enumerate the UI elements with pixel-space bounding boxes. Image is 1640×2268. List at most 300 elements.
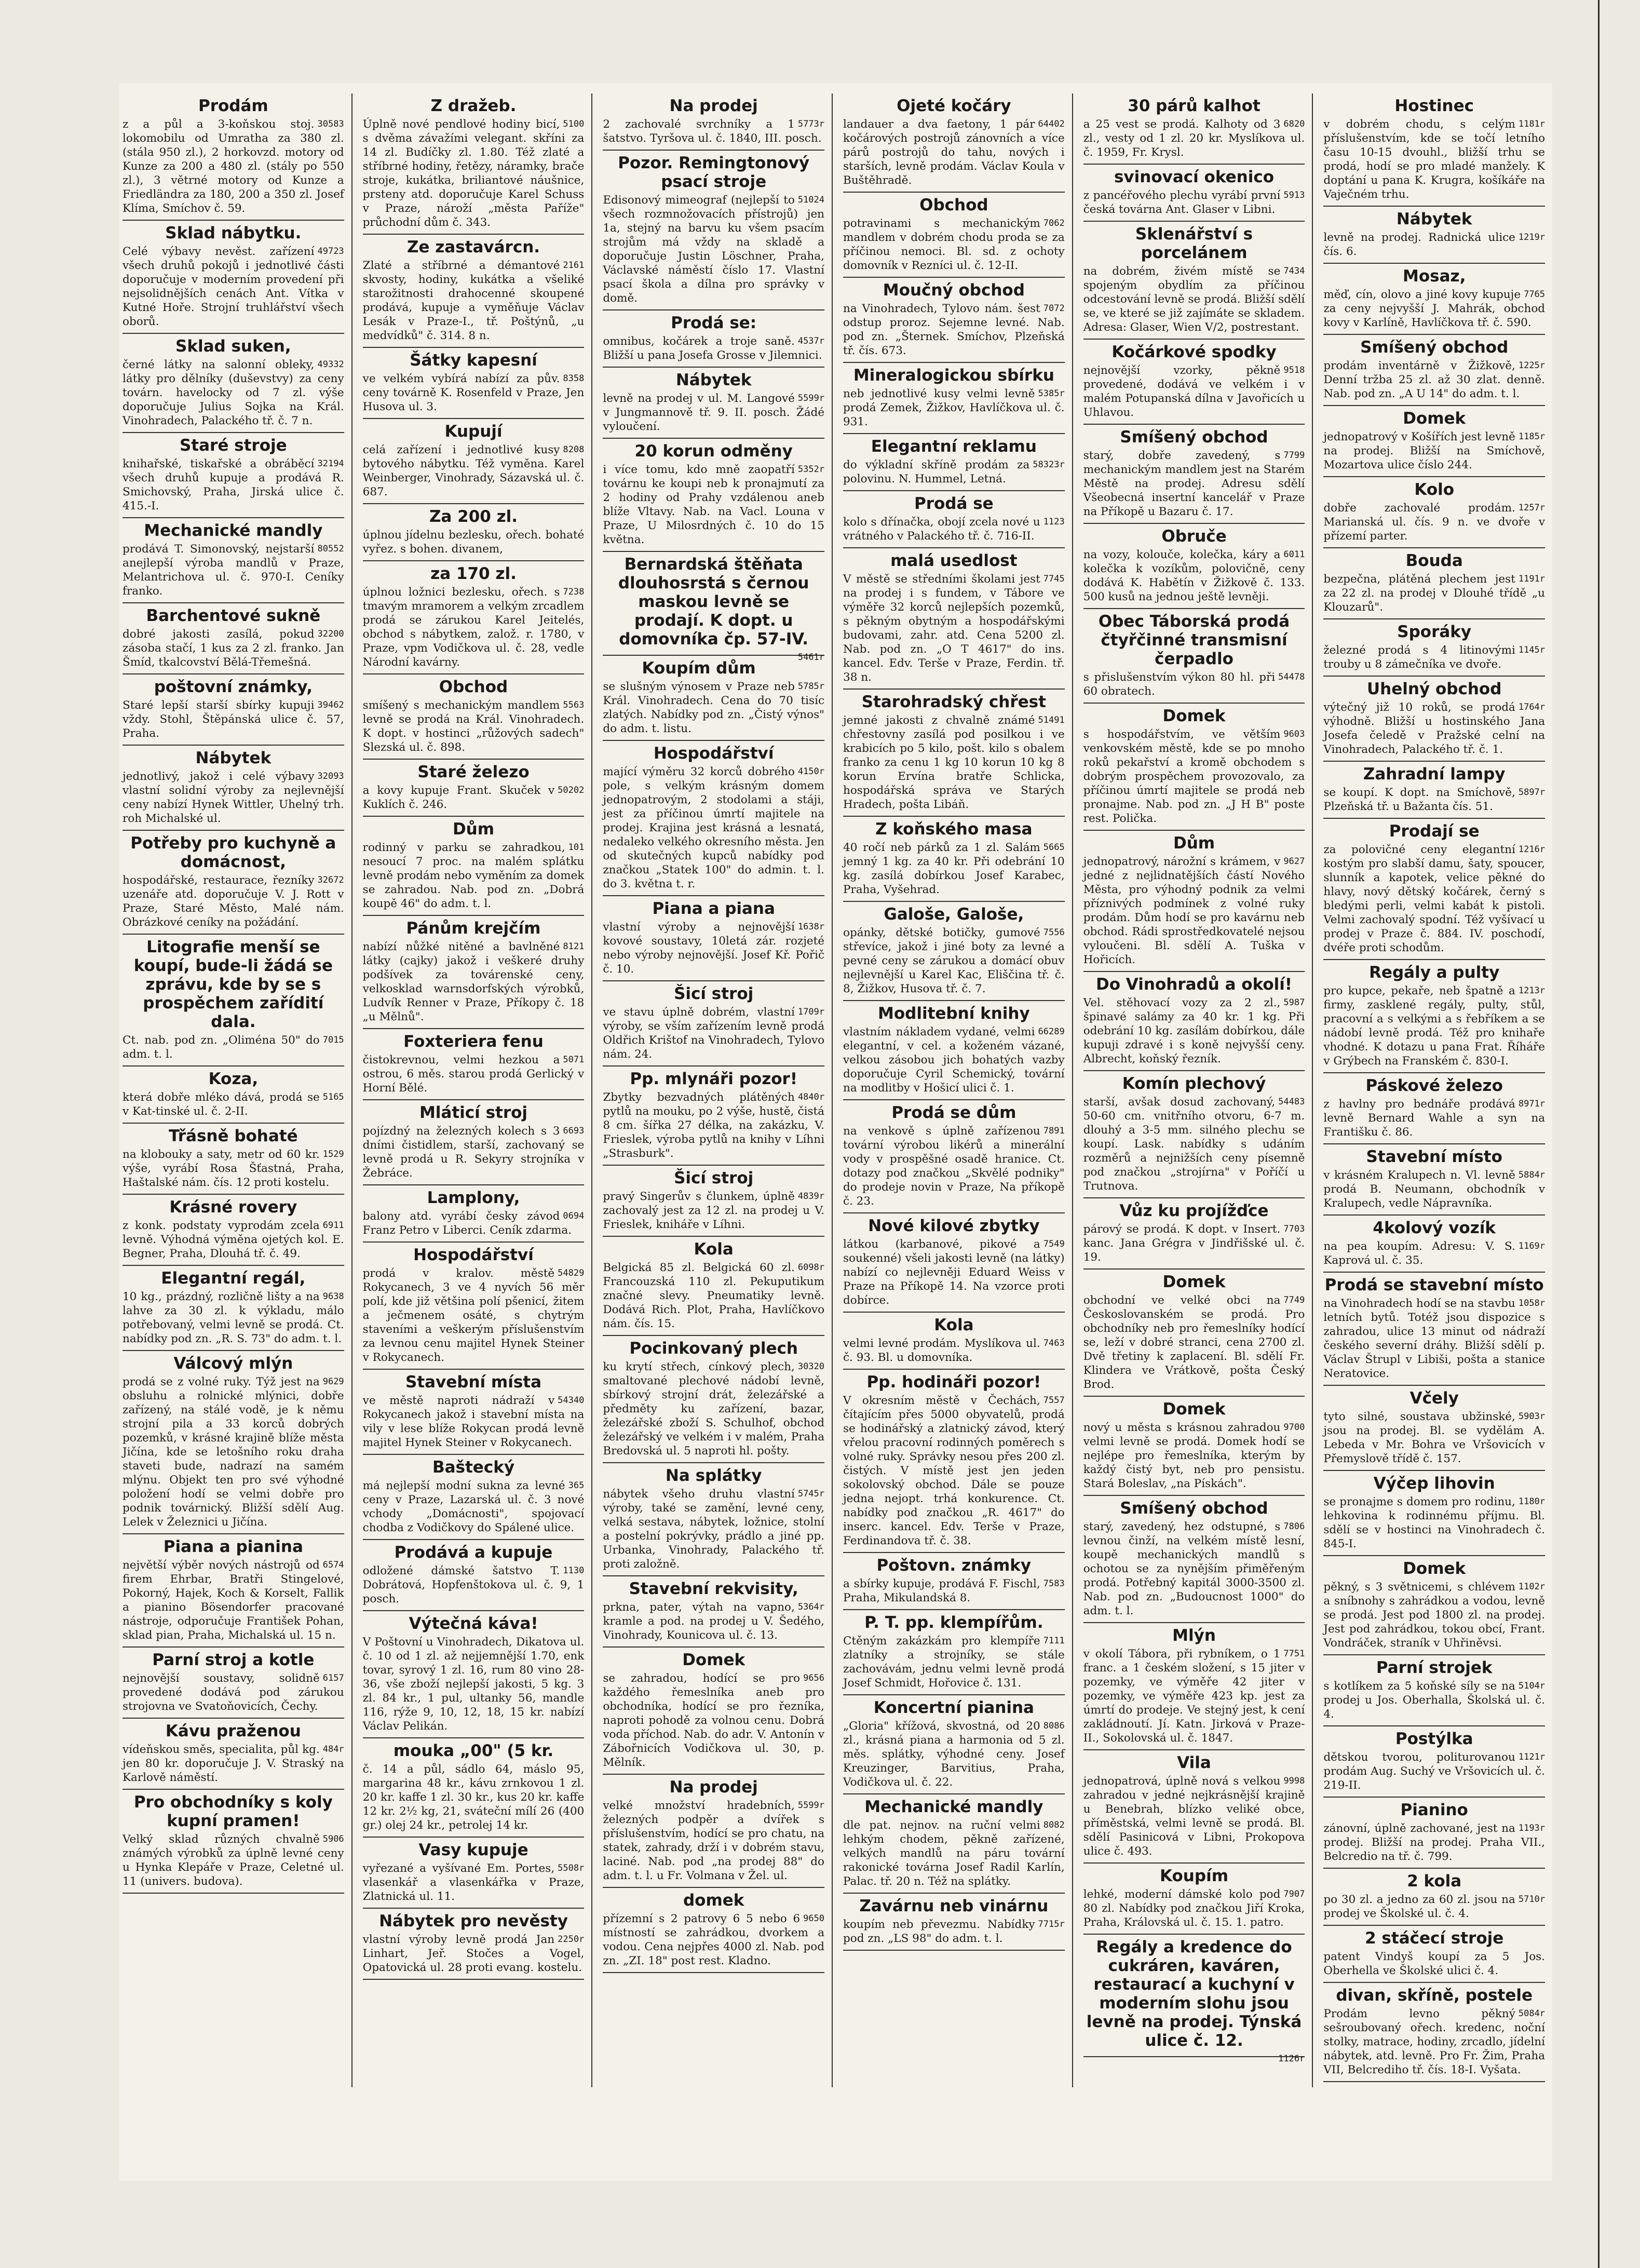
ad-heading: Válcový mlýn (173, 1354, 293, 1373)
ad-text: na Vinohradech hodí se na stavbu letních bytů. Totéž jsou dispozice s zahradou, ulice 13 minut od nádraží českého severní dráhy. Bližší sdělí p. Václav Štrupl v Libiši, pošta a stanice Neratovice. (1323, 1297, 1546, 1380)
ad-text: na klobouky a saty, metr od 60 kr. výše, vyrábí Rosa Šťastná, Praha, Haštalské nám. čís. 12 proti kostelu. (123, 1148, 344, 1189)
classified-ad (1083, 340, 1305, 425)
ad-heading: Staré stroje (179, 436, 287, 455)
ad-heading: poštovní známky, (154, 678, 313, 696)
ad-reference-number: 7907 (1283, 1889, 1305, 1899)
ad-text: celá zařízení i jednotlivé kusy bytového nábytku. Též vyměna. Karel Weinberger, Vinohrady, Sázavská ul. č. 687. (362, 443, 585, 498)
ad-text: a 25 vest se prodá. Kalhoty od 3 zl., vesty od 1 zl. 20 kr. Myslíkova ul. č. 1959, Fr. Krysl. (1083, 118, 1305, 159)
ad-body (1083, 1520, 1305, 1618)
ad-body (1323, 117, 1545, 201)
ad-body (843, 387, 1065, 429)
ad-heading: za 170 zl. (430, 564, 517, 583)
ad-body (123, 1033, 344, 1061)
ad-heading: Ojeté kočáry (897, 97, 1011, 115)
classified-ad (843, 491, 1065, 548)
ad-text: Velký sklad různých chvalně známých výrobků za úplně levné ceny u Hynka Klepáře v Praze, Celetné ul. 11 (univers. budova). (123, 1833, 344, 1888)
ad-reference-number: 9700 (1283, 1422, 1305, 1433)
ad-reference-number: 1126r (1278, 2054, 1305, 2064)
classified-ad (843, 1370, 1065, 1553)
ad-body (123, 698, 344, 740)
ad-heading: Obruče (1161, 527, 1227, 546)
ad-text: měď, cín, olovo a jiné kovy kupuje za ceny nejvyšší J. Mahrák, obchod kovy v Karlíně, Havlíčkova tř. č. 590. (1323, 288, 1546, 329)
ad-heading: Lamplony, (427, 1189, 520, 1207)
ad-reference-number: 1213r (1518, 986, 1546, 996)
ad-text: dobře zachovalé prodám. Marianská ul. čís. 9 n. ve dvoře v přízemí parter. (1323, 502, 1546, 543)
ad-body (1083, 727, 1305, 826)
ad-text: jemné jakosti z chvalně známé chřestovny zasílá pod posilkou i ve krabicích po 5 kilo, pošt. kilo s obalem franko za cenu 1 kg 10 korun 10 kg 8 korun Ervína bratře Schlicka, hospodářská správa ve Starých Hradech, pošta Libáň. (843, 714, 1065, 811)
ad-heading: Pp. hodináři pozor! (866, 1373, 1041, 1392)
ad-heading: Elegantní reklamu (871, 437, 1037, 456)
ad-text: Ctěným zakázkám pro klempíře zlatníky a strojníky, se stále zachovávám, jednu velmi levně prodá Josef Schmidt, Hořovice č. 131. (843, 1635, 1065, 1690)
ad-text: vlastním nákladem vydané, velmi elegantní, v cel. a koženém vázané, velkou zásobou jich bohatých vazby doporučuje Cyril Schemický, tovární na modlitby v Hošicí ulici č. 1. (843, 1025, 1065, 1095)
classified-ad (1323, 207, 1545, 264)
ad-reference-number: 365 (568, 1480, 585, 1491)
classified-ad (603, 896, 824, 981)
classified-ad (603, 1166, 824, 1237)
ad-body (603, 1487, 824, 1571)
ad-body (843, 1634, 1065, 1690)
ad-text: látkou (karbanové, pikové a soukenné) všeli jakosti levně (na látky) nabízí co nejlevněji Eduard Weiss v Praze na Příkopě 14. Na vzorce proti dobírce. (843, 1238, 1065, 1307)
ad-text: Zlaté a stříbrné a démantové skvosty, hodiny, kukátka a všeliké starožitnosti drahocenné skoupené prodává, kupuje a vyměňuje Václav Lesák v Praze-I., tř. Poštýnů, „u medvídků" č. 314. 8 n. (362, 259, 585, 342)
ad-body (363, 698, 585, 754)
ad-body (363, 1209, 585, 1237)
column-1 (119, 93, 353, 2087)
ad-text: hospodářské, restaurace, řezníky uzenáře atd. doporučuje V. J. Rott v Praze, Staré Město, Malé nám. Obrázkové ceníky na požádání. (123, 874, 344, 929)
classified-ad (603, 656, 824, 741)
ad-text: prodá se z volné ruky. Týž jest na obsluhu a rolnické mlýnici, dobře zařízený, na stálé vodě, je k němu strojní pila a 33 korců dobrých pozemků, v krásné krajině blíže města Jičína, kde se letošního roku draha staveti bude, nadrazí na samém mlýnu. Objekt ten pro své výhodné položení hodí se velmi dobře pro podnik továrnický. Bližší sdělí Aug. Lelek v Železnici u Jičína. (123, 1375, 344, 1529)
ad-text: v dobrém chodu, s celým příslušenstvím, kde se točí letního času 10-15 dvouhl., bližší trhu se prodá, hodí se pro mladé manžely. K doptání u pana K. Krugra, košíkáře na Vaječném trhu. (1323, 118, 1546, 201)
ad-text: má nejlepší modní sukna za levné ceny v Praze, Lazarská ul. č. 3 nové vchody „Domácnosti", spojovací chodba z Vodičkovy do Spálené ulice. (362, 1479, 585, 1534)
ad-reference-number: 9998 (1283, 1776, 1305, 1786)
ad-heading: Nábytek (1396, 210, 1472, 228)
ad-reference-number: 7745 (1043, 574, 1065, 584)
classified-ad (603, 1336, 824, 1463)
ad-heading: Koza, (208, 1070, 259, 1088)
ad-body (1083, 670, 1305, 698)
ad-body (363, 259, 585, 343)
ad-body (603, 680, 824, 736)
ad-body (363, 1266, 585, 1365)
ad-heading: Moučný obchod (883, 281, 1025, 300)
ad-body (603, 1799, 824, 1883)
ad-body (843, 713, 1065, 812)
ad-body (603, 117, 824, 145)
ad-text: ve městě naproti nádraží v Rokycanech jakož i stavební místa na vily v lese blíže Rokycan prodá levně majitel Hynek Steiner v Rokycanech. (362, 1394, 585, 1449)
ad-reference-number: 80552 (317, 544, 344, 554)
ad-heading: Nábytek (195, 749, 272, 767)
classified-ad (1323, 335, 1545, 406)
classified-ad (123, 1648, 344, 1719)
classified-ad (123, 518, 344, 603)
ad-text: s kotlíkem za 5 koňské síly se na prodej u Jos. Oberhalla, Školská ul. č. 4. (1323, 1680, 1546, 1721)
ad-body (843, 117, 1065, 187)
classified-ad (1323, 548, 1545, 619)
ad-heading: Vasy kupuje (418, 1841, 528, 1859)
ad-text: Belgická 85 zl. Belgická 60 zl. Francouzská 110 zl. Pekuputikum značné slevy. Pneumatiky levně. Dodává Rich. Plot, Praha, Havlíčkovo nám. čís. 15. (603, 1261, 825, 1330)
classified-ad (363, 235, 585, 348)
ad-text: ve velkém vybírá nabízí za pův. ceny továrně K. Rosenfeld v Praze, Jen Husova ul. 3. (362, 372, 585, 413)
classified-ad (603, 1648, 824, 1775)
ad-text: starý, zavedený, hez odstupné, s levnou činží, na velkém místě lesní, koupě mechanických mandlů s ochotou se za nynějším přiměřeným prodá. Potřebný kapitál 3000-3500 zl. Nab. pod zn. „Budoucnost 1000" do adm. t. l. (1083, 1520, 1305, 1617)
ad-text: 10 kg., prázdný, rozličně lišty a na lahve za 30 zl. k výkladu, málo potřebovaný, velmi levně se prodá. Ct. nabídky pod zn. „R. S. 73" do adm. t. l. (123, 1290, 344, 1345)
classified-ad (1323, 93, 1545, 207)
ad-body (1323, 501, 1545, 543)
column-5 (1080, 93, 1313, 2087)
ad-reference-number: 5364r (797, 1602, 825, 1612)
ad-heading: Koupím dům (642, 659, 756, 678)
classified-ad (363, 817, 585, 916)
ad-reference-number: 7557 (1043, 1395, 1065, 1406)
classified-ad (1083, 1198, 1305, 1270)
classified-ad (123, 1124, 344, 1195)
ad-text: nový u města s krásnou zahradou velmi levně se prodá. Domek hodí se nejlépe pro řemeslníka, kterým by každý čistý byt, neb pro pensistu. Stará Boleslav, „na Pískách". (1083, 1421, 1305, 1490)
classified-ad (123, 93, 344, 221)
ad-text: na dobrém, živém místě se spojeným obydlím za příčinou odcestování levně se prodá. Bližší sdělí se, ve které se již zajímáte se skladem. Adresa: Glaser, Wien V/2, postrestant. (1083, 265, 1305, 334)
ad-heading: Hostinec (1394, 97, 1474, 115)
ad-body (843, 1918, 1065, 1946)
classified-ad (603, 151, 824, 310)
ad-heading: Prodá se dům (891, 1103, 1016, 1122)
ad-heading: Modlitební knihy (878, 1004, 1030, 1023)
ad-text: prodám inventárně v Žižkově, Denní tržba 25 zl. až 30 zlat. denně. Nab. pod zn. „A U 14" do adm. t. l. (1323, 359, 1546, 400)
ad-reference-number: 5913 (1283, 190, 1305, 200)
ad-reference-number: 8971r (1518, 1099, 1546, 1109)
classified-ad (843, 278, 1065, 363)
ad-heading: Stavební rekvisity, (629, 1580, 798, 1598)
ad-text: železné prodá s 4 litinovými trouby u 8 zámečníka ve dvoře. (1323, 644, 1515, 671)
ad-body (123, 770, 344, 826)
ad-heading: Šátky kapesní (410, 351, 537, 370)
ad-body (843, 572, 1065, 684)
ad-reference-number: 1181r (1518, 119, 1546, 129)
classified-ad (843, 1001, 1065, 1100)
ad-reference-number: 1638r (797, 922, 825, 932)
ad-body (1323, 2007, 1545, 2077)
ad-reference-number: 5785r (797, 681, 825, 692)
ad-text: mající výměru 32 korců dobrého pole, s velkým krásným domem jednopatrovým, 2 stodolami a stáji, jest za příčinou úmrtí majitele na prodej. Krajina jest krásná a lesnatá, nedaleko velkého okresního města. Jen od skutečných kupců nabídky pod značkou „Statek 100" do admin. t. l. do 3. května t. r. (603, 765, 825, 890)
ad-heading: 2 kola (1407, 1872, 1462, 1891)
ad-reference-number: 1121r (1518, 1752, 1546, 1762)
ad-body (1083, 1222, 1305, 1264)
ad-heading: svinovací okenico (1114, 168, 1275, 186)
classified-ad (603, 439, 824, 552)
ad-heading: Mosaz, (1403, 267, 1466, 286)
ad-reference-number: 7703 (1283, 1224, 1305, 1234)
scan-edge-rule (1598, 0, 1600, 2268)
ad-reference-number: 5461r (797, 652, 825, 663)
classified-ad (123, 1719, 344, 1790)
ad-body (363, 1635, 585, 1733)
ad-text: z a půl a 3-koňskou stoj. lokomobilu od Umratha za 380 zl. (stála 950 zl.), 2 horkovzd. motory od Kunze za 200 a 480 zl. (stály po 550 zl.), 3 větrné motory od Kunze a Friedländra za 180, 200 a 350 zl. Josef Klíma, Smíchov č. 59. (123, 118, 344, 215)
ad-reference-number: 5352r (797, 464, 825, 475)
classified-ad (363, 1838, 585, 1909)
ad-heading: Mineralogickou sbírku (853, 366, 1054, 385)
classified-ad (843, 434, 1065, 491)
classified-ad (1323, 1655, 1545, 1726)
ad-body (1083, 188, 1305, 217)
ad-body (1323, 1239, 1545, 1267)
ad-heading: Výtečná káva! (409, 1614, 538, 1633)
ad-body (123, 627, 344, 669)
ad-reference-number: 1191r (1518, 574, 1546, 584)
ad-reference-number: 50202 (558, 785, 585, 795)
ad-reference-number: 2161 (563, 260, 585, 271)
ad-heading: Sklad nábytku. (165, 224, 302, 242)
ad-body (843, 1818, 1065, 1888)
ad-reference-number: 1709r (797, 1007, 825, 1017)
ad-reference-number: 7549 (1043, 1239, 1065, 1249)
ad-text: se slušným výnosem v Praze neb Král. Vinohradech. Cena do 70 tisíc zlatých. Nabídky pod zn. „Čistý výnos" do adm. t. listu. (603, 680, 825, 735)
ad-heading: Nábytek (675, 371, 752, 389)
ad-heading: Poštovn. známky (876, 1556, 1032, 1575)
ad-reference-number: 5745r (797, 1489, 825, 1499)
ad-text: prodá v kralov. městě Rokycanech, 3 ve 4 nyvích 56 měr polí, kde již většina polí pšenicí, žitem a ječmenem osáté, s chytrým staveními a veškerým příslušenstvím za levnou cenu majitel Hynek Steiner v Rokycanech. (362, 1267, 585, 1364)
classified-ad (1083, 1270, 1305, 1397)
classified-ad (123, 746, 344, 831)
ad-text: vlastní výroby levně prodá Jan Linhart, Jeř. Stočes a Vogel, Opatovická ul. 28 proti evang. kostelu. (362, 1933, 585, 1974)
ad-heading: Koupím (1160, 1867, 1228, 1885)
classified-ad (603, 1888, 824, 1973)
ad-text: z konk. podstaty vyprodám zcela levně. Výhodná výměna ojetých kol. E. Begner, Praha, Dlouhá tř. č. 49. (123, 1219, 344, 1260)
classified-ad (1083, 524, 1305, 609)
classified-ad (1323, 1983, 1545, 2082)
ad-text: Zbytky bezvadných plátěných pytlů na mouku, po 2 výše, hustě, čistá 8 cm. šířka 27 délka, na zakázku, V. Frieslek, výroba pytlů na knihy v Líhni „Strasburk". (603, 1091, 825, 1160)
ad-body (123, 1090, 344, 1118)
ad-heading: Mechanické mandly (144, 521, 323, 540)
ad-body (363, 1053, 585, 1095)
ad-body (1323, 231, 1545, 259)
ad-text: knihařské, tiskařské a obráběcí všech druhů kupuje a prodává R. Smichovský, Praha, Jirská ulice č. 415.-I. (123, 457, 344, 512)
ad-heading: 4kolový vozík (1373, 1219, 1496, 1237)
classified-ad (603, 1775, 824, 1888)
ad-heading: Prodá se: (671, 314, 757, 332)
ad-text: rodinný v parku se zahradkou, nesoucí 7 proc. na malém splátku levně prodám nebo vyměním za domek se zahradou. Nab. pod zn. „Dobrá koupě 46" do adm. t. l. (362, 841, 585, 910)
ad-reference-number: 1169r (1518, 1241, 1546, 1251)
ad-text: prodává T. Simonovský, nejstarší anejlepší výroba mandlů v Praze, Melantrichova ul. č. 970-I. Ceníky franko. (123, 543, 344, 598)
ad-heading: mouka „00" (5 kr. (393, 1742, 554, 1760)
ad-reference-number: 7806 (1283, 1521, 1305, 1532)
ad-text: po 30 zl. a jedno za 60 zl. jsou na prodej ve Školské ul. č. 4. (1323, 1893, 1515, 1920)
ad-body (123, 1671, 344, 1713)
ad-text: dobré jakosti zasílá, pokud zásoba stačí, 1 kus za 2 zl. franko. Jan Šmíd, tkalcovství Bělá-Třemešná. (123, 628, 344, 669)
ad-reference-number: 51024 (797, 195, 825, 205)
ad-heading: Za 200 zl. (429, 507, 518, 526)
ad-heading: divan, skříně, postele (1336, 1986, 1533, 2005)
ad-reference-number: 7715r (1038, 1919, 1065, 1929)
ad-body (1323, 1097, 1545, 1139)
classified-ad (1083, 972, 1305, 1071)
ad-text: na venkově s úplně zařízenou tovární výrobou likérů a minerální vody v prospěšné osadě hranice. Ct. dotazy pod značkou „Skvělé podniky" do prodeje novin v Praze, Na příkopě č. 23. (843, 1125, 1065, 1208)
ad-text: nejnovější vzorky, pěkně provedené, dodává ve velkém i v malém Potupanská dílna v Javořicích u Uhlavou. (1083, 364, 1305, 419)
ad-reference-number: 5773r (797, 119, 825, 129)
ad-text: se pronajme s domem pro rodinu, lehkovina k rodinnému příjmu. Bl. sdělí se v hostinci na Vinohradech č. 845-I. (1323, 1495, 1546, 1550)
classified-ad (603, 1463, 824, 1576)
ad-heading: Komín plechový (1122, 1074, 1266, 1093)
ad-reference-number: 6911 (322, 1220, 344, 1231)
classified-ad (1323, 1926, 1545, 1983)
ad-reference-number: 7111 (1043, 1636, 1065, 1646)
ad-reference-number: 484r (322, 1744, 344, 1754)
ad-text: opánky, dětské botičky, gumové střevíce, jakož i jiné boty za levné a pevné ceny se zárukou a domácí obuv nejlevnější u Karel Kac, Eliščina tř. č. 8, Žižkov, Husova tř. č. 7. (843, 926, 1065, 995)
ad-heading: Kočárkové spodky (1112, 343, 1277, 361)
ad-text: se koupí. K dopt. na Smíchově, Plzeňská tř. u Bažanta čís. 51. (1323, 786, 1515, 813)
ad-heading: Barchentové sukně (146, 606, 321, 625)
ad-body (843, 1124, 1065, 1208)
ad-body (123, 1375, 344, 1529)
ad-text: která dobře mléko dává, prodá se v Kat-tinské ul. č. 2-II. (123, 1091, 320, 1118)
ad-heading: Sklenářství s porcelánem (1135, 225, 1253, 262)
ad-reference-number: 5071 (563, 1055, 585, 1065)
ad-reference-number: 6011 (1283, 549, 1305, 560)
ad-body (843, 458, 1065, 486)
classified-ad (1083, 1071, 1305, 1198)
ad-text: černé látky na salonní obleky, látky pro dělníky (duševstvy) za ceny továrn. havelocky od 7 zl. výše doporučuje Julius Sojka na Král. Vinohradech, Palackého tř. č. 7 n. (123, 358, 344, 427)
ad-heading: Galoše, Galoše, (884, 905, 1024, 924)
ad-heading: P. T. pp. klempířům. (864, 1613, 1043, 1632)
ad-heading: Nové kilové zbytky (868, 1217, 1040, 1235)
ad-body (1323, 700, 1545, 757)
ad-text: pravý Singerův s člunkem, úplně zachovalý jest za 12 zl. na prodej u V. Frieslek, kniháře v Líhni. (603, 1190, 825, 1231)
classified-ad (123, 674, 344, 746)
ad-body (1323, 1410, 1545, 1466)
classified-ad (363, 1909, 585, 1980)
ad-body (123, 1832, 344, 1888)
ad-heading: Obchod (439, 678, 508, 696)
classified-ad (363, 561, 585, 674)
classified-ad (1323, 619, 1545, 677)
ad-body (363, 940, 585, 1024)
ad-body (843, 515, 1065, 543)
ad-body (123, 117, 344, 215)
classified-ad (1323, 1798, 1545, 1869)
ad-body (843, 1336, 1065, 1365)
ad-body (363, 1762, 585, 1832)
ad-body (123, 873, 344, 929)
ad-body (603, 1261, 824, 1331)
ad-heading: Pocinkovaný plech (629, 1339, 798, 1358)
classified-ad (1083, 425, 1305, 524)
classified-ad (1323, 1144, 1545, 1216)
ad-reference-number: 9603 (1283, 729, 1305, 739)
classified-ad (843, 1610, 1065, 1695)
classified-ad (1083, 704, 1305, 831)
classified-ad (603, 310, 824, 368)
ad-body (123, 1290, 344, 1346)
ad-heading: Prodám (198, 97, 268, 115)
ad-body (603, 1090, 824, 1160)
ad-text: Vel. stěhovací vozy za 2 zl., špinavé salámy za 40 kr. 1 kg. Při odebrání 10 kg. zasílám dobírkou, dále kupuji zdravé i s koně nejvyšší ceny. Albrecht, koňský řezník. (1083, 996, 1305, 1065)
ad-heading: Dům (1173, 834, 1215, 853)
ad-heading: Sklad suken, (175, 337, 291, 356)
ad-reference-number: 9627 (1283, 856, 1305, 867)
ad-body (603, 392, 824, 434)
ad-reference-number: 5563 (563, 700, 585, 710)
classified-ad (363, 1455, 585, 1540)
ad-heading: Litografie menší se koupí, bude-li žádá se zprávu, kde by se s prospěchem zařídití dala. (133, 938, 333, 1031)
ad-heading: Postýlka (1395, 1730, 1473, 1748)
classified-ad (1323, 477, 1545, 548)
ad-body (1323, 786, 1545, 814)
ad-heading: Dům (452, 820, 495, 839)
ad-heading: Mláticí stroj (419, 1103, 528, 1122)
ad-text: a kovy kupuje Frant. Skuček v Kuklích č. 246. (362, 784, 555, 811)
ad-heading: 30 párů kalhot (1128, 97, 1261, 115)
ad-heading: Piana a piana (652, 899, 775, 918)
ad-text: V Poštovní u Vinohradech, Dikatova ul. č. 10 od 1 zl. až nejjemnější 1.70, enk tovar, syrový 1 zl. 16, rum 80 vino 28-36, vše zboží nejlepší jakosti, 5 kg. 3 zl. 84 kr., 1 pul, ultanky 56, mandle 116, rýže 9, 10, 12, 18, 15 kr. nabízí Václav Pelikán. (362, 1636, 585, 1733)
ad-heading: Na prodej (669, 1778, 758, 1797)
ad-body (363, 528, 585, 556)
ad-reference-number: 1193r (1518, 1823, 1546, 1833)
ad-body (123, 245, 344, 329)
ad-text: výtečný již 10 roků, se prodá výhodně. Bližší u hostinského Jana Josefa čeledě v Pražské celní na Vinohradech, Palackého tř. č. 1. (1323, 701, 1546, 756)
ad-body (1083, 1095, 1305, 1193)
ad-body (363, 443, 585, 499)
ad-body (1083, 449, 1305, 519)
ad-reference-number: 7238 (563, 587, 585, 597)
ad-text: V městě se středními školami jest na prodej i s fundem, v Tábore ve výměře 32 korců nejlepších pozemků, s pěkným obytným a hospodářskými budovami, zahr. atd. Cena 5200 zl. Nab. pod zn. „O T 4617" do ins. kancel. Edv. Terše v Praze, Ferdin. tř. 38 n. (843, 573, 1065, 684)
ad-heading: Kávu praženou (165, 1722, 301, 1740)
ad-reference-number: 2250r (558, 1934, 585, 1945)
ad-heading: Domek (1162, 1273, 1226, 1291)
ad-reference-number: 54483 (1278, 1097, 1305, 1107)
ad-heading: Hospodářství (413, 1246, 534, 1264)
ad-text: balony atd. vyrábí česky závod Franz Petro v Liberci. Ceník zdarma. (362, 1210, 572, 1237)
classified-ad (1323, 264, 1545, 335)
ad-text: vyřezané a vyšívané Em. Portes, vlasenkář a vlasenkářka v Praze, Zlatnická ul. 11. (362, 1862, 585, 1903)
ad-reference-number: 6820 (1283, 119, 1305, 129)
ad-heading: Bouda (1405, 551, 1463, 570)
ad-body (1083, 1647, 1305, 1745)
classified-ad (1323, 960, 1545, 1073)
ad-reference-number: 7583 (1043, 1578, 1065, 1589)
ad-heading: Koncertní pianina (873, 1698, 1034, 1717)
ad-heading: Bernardská štěňata dlouhosrstá s černou maskou levně se prodají. K dopt. u domovníka čp. 57-IV. (618, 555, 809, 649)
ad-body (1083, 1293, 1305, 1392)
classified-ad (1083, 93, 1305, 165)
ad-reference-number: 5903r (1518, 1411, 1546, 1422)
ad-body (363, 1124, 585, 1180)
ad-text: smíšený s mechanickým mandlem levně se prodá na Král. Vinohradech. K dopt. v hostinci „růžových sadech" Slezská ul. č. 898. (362, 699, 585, 754)
ad-reference-number: 32672 (317, 875, 344, 885)
ad-text: tyto silné, soustava ubžinské, jsou na prodej. Bl. se vydělám A. Lebeda v Mr. Bohra ve Vršovicích v Přemyslově třídě č. 157. (1323, 1410, 1546, 1465)
classified-ad (1083, 831, 1305, 972)
ad-reference-number: 7463 (1043, 1338, 1065, 1348)
ad-heading: Stavební místo (1366, 1148, 1502, 1166)
ad-text: patent Vindyš koupí za 5 Jos. Oberhella ve Školské ulici č. 4. (1323, 1950, 1546, 1977)
ad-text: kolo s dřínačka, obojí zcela nové u vrátného v Palackého tř. č. 716-II. (843, 516, 1040, 543)
ad-body (1083, 117, 1305, 159)
ad-text: jednotlivý, jakož i celé výbavy vlastní solidní výroby za nejlevnější ceny nabízí Hynek Wittler, Uhelný trh. roh Michalské ul. (123, 770, 344, 825)
ad-heading: Třásně bohaté (169, 1127, 298, 1145)
ad-text: starý, dobře zavedený, s mechanickým mandlem jest na Starém Městě na prodej. Adresu sdělí Všeobecná insertní kancelář v Praze na Příkopě u Bazaru č. 17. (1083, 449, 1305, 518)
ad-reference-number: 5165 (322, 1092, 344, 1102)
ad-body (1083, 1774, 1305, 1858)
ad-reference-number: 1185r (1518, 431, 1546, 442)
classified-ad (123, 1534, 344, 1648)
ad-heading: Obchod (919, 196, 988, 214)
ad-heading: Pianino (1400, 1801, 1468, 1819)
ad-body (363, 1479, 585, 1535)
classified-ad (843, 548, 1065, 690)
ad-body (1323, 1679, 1545, 1721)
ad-body (603, 765, 824, 891)
ad-body (1083, 996, 1305, 1066)
ad-text: s přislušenstvím výkon 80 hl. při 60 obratech. (1083, 671, 1276, 698)
ad-text: č. 14 a půl, sádlo 64, máslo 95, margarina 48 kr., kávu zrnkovou 1 zl. 20 kr. kaffe 1 zl. 30 kr., kus 20 kr. kaffe 12 kr. 2½ kg, 21, sváteční mílí 26 (400 gr.) olej 24 kr., petrolej 14 kr. (362, 1763, 585, 1832)
ad-text: landauer a dva faetony, 1 pár kočárových postrojů zánovních a více párů postrojů do tahu, nových i starších, levně prodám. Václav Koula v Buštěhradě. (843, 118, 1065, 187)
ad-body (1083, 1421, 1305, 1491)
classified-ad (603, 1237, 824, 1336)
